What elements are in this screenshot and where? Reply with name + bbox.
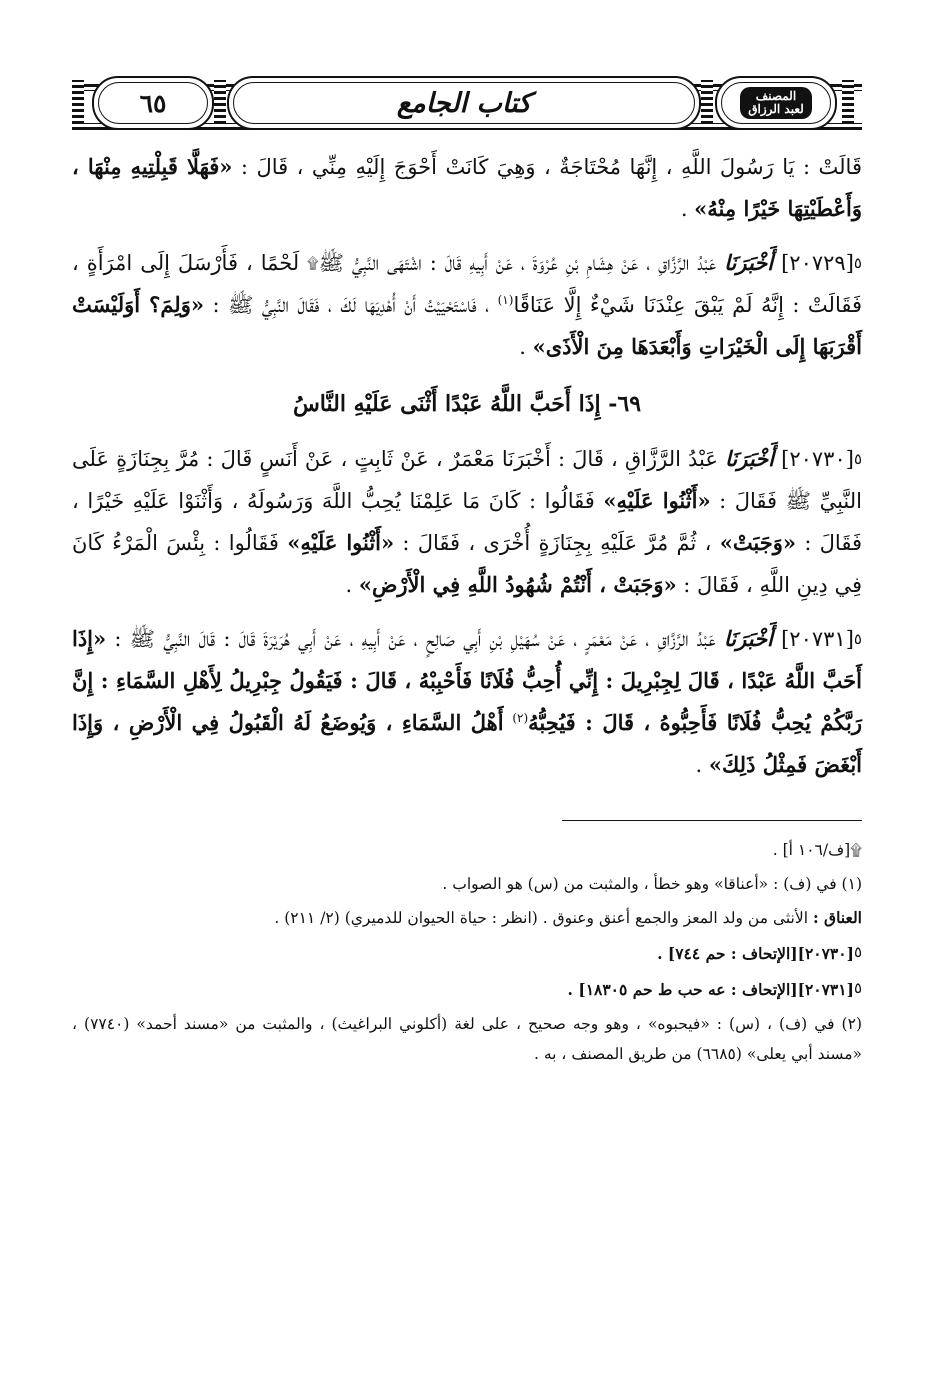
main-text (72, 146, 862, 786)
footnote-divider (562, 820, 862, 821)
hadith-20729 (72, 242, 862, 368)
header-ornament-mid-right (701, 80, 713, 124)
hadith-mark-icon: ٥ (853, 450, 862, 468)
text-run: عَبْدُ الرَّزَّاقِ ، عَنْ هِشَامِ بْنِ عُرْوَةَ ، عَنْ أَبِيهِ قَالَ : اشْتَهَى النَّبِيُّ ﷺ (318, 251, 717, 275)
text-run: . (695, 753, 709, 777)
hadith-mark-icon: ٥ (853, 979, 862, 997)
hadith-20731 (72, 618, 862, 786)
text-run: . (680, 197, 695, 221)
hadith-mark-icon: ٥ (853, 943, 862, 961)
hadith-mark-icon: ٥ (853, 630, 862, 648)
footnote-ref[interactable]: (٢) (512, 711, 529, 725)
chapter-heading: ٦٩- إِذَا أَحَبَّ اللَّهُ عَبْدًا أَثْنَى عَلَيْهِ النَّاسُ (292, 391, 642, 417)
prophetic-quote: «وَجَبَتْ» (719, 530, 797, 555)
footnote-text: [٢٠٧٣٠][الإتحاف : حم ٧٤٤] . (657, 944, 854, 963)
footnote-1: (١) في (ف) : «أعناقا» وهو خطأ ، والمثبت من (س) هو الصواب . (442, 875, 862, 893)
hadith-mark-icon: ٥ (853, 254, 862, 272)
footnote-ithaf-20730 (72, 937, 862, 969)
text-run: لَحْمًا ، فَأَرْسَلَ إِلَى امْرَأَةٍ ، فَقَالَتْ : إِنَّهُ لَمْ يَبْقَ عِنْدَنَا شَيْءٌ إِلَّا عَنَاقًا (72, 251, 862, 317)
logo-emblem (740, 87, 812, 119)
prophetic-quote: «وَجَبَتْ ، أَنْتُمْ شُهُودُ اللَّهِ فِي الْأَرْضِ» (358, 572, 677, 597)
logo-line-2: لعبد الرزاق (748, 102, 804, 116)
prophetic-quote: أَهْلُ السَّمَاءِ ، وَيُوضَعُ لَهُ الْقَبُولُ فِي الْأَرْضِ ، وَإِذَا أَبْغَضَ فَمِثْلُ ذَلِكَ» (72, 710, 862, 777)
header-ornament-left (72, 80, 84, 124)
footnote-ithaf-20731 (72, 973, 862, 1005)
page-header (72, 70, 862, 132)
narrator-word: أَخْبَرَنَا (725, 446, 775, 471)
text-run: . (519, 335, 533, 359)
text-run: عَبْدُ الرَّزَّاقِ ، عَنْ مَعْمَرٍ ، عَنْ سُهَيْلِ بْنِ أَبِي صَالِحٍ ، عَنْ أَبِيهِ ، عَنْ أَبِي هُرَيْرَةَ قَالَ : قَالَ النَّبِيُّ ﷺ : (114, 627, 716, 651)
footnote-text: [٢٠٧٣١][الإتحاف : عه حب ط حم ١٨٣٠٥] . (567, 980, 854, 999)
prophetic-quote: «أَثْنُوا عَلَيْهِ» (603, 488, 711, 513)
text-run: ، فَاسْتَحْيَيْتُ أَنْ أُهْدِيَهَا لَكَ ، فَقَالَ النَّبِيُّ ﷺ : (212, 293, 490, 317)
page-number: ٦٥ (139, 88, 167, 118)
prophetic-quote: «إِذَا أَحَبَّ اللَّهُ عَبْدًا ، قَالَ لِجِبْرِيلَ : إِنِّي أُحِبُّ فُلَانًا فَأَحْبِبْهُ ، قَالَ : فَيَقُولُ جِبْرِيلُ لِأَهْلِ السَّمَاءِ : إِنَّ رَبَّكُمْ يُحِبُّ فُلَانًا فَأَحِبُّوهُ ، قَالَ : فَيُحِبُّهُ (72, 626, 862, 735)
footnote-2: (٢) في (ف) ، (س) : «فيحبوه» ، وهو وجه صحيح ، على لغة (أكلوني البراغيث) ، والمثبت من «مسند أحمد» (٧٧٤٠) ، «مسند أبي يعلى» (٦٦٨٥) من طريق المصنف ، به . (72, 1015, 862, 1063)
header-ornament-right (842, 80, 854, 124)
footnotes (72, 835, 862, 1069)
manuscript-marker-icon: ۩ (307, 254, 319, 272)
hadith-number: [٢٠٧٣١] (781, 627, 854, 651)
footnote-text: الأنثى من ولد المعز والجمع أعنق وعنوق . (انظر : حياة الحيوان للدميري) (٢/ ٢١١) . (274, 909, 808, 927)
prophetic-quote: «وَلِمَ؟ أَوَلَيْسَتْ أَقْرَبَهَا إِلَى الْخَيْرَاتِ وَأَبْعَدَهَا مِنَ الْأَذَى» (72, 292, 862, 359)
text-run: فَقَالُوا : بِئْسَ الْمَرْءُ كَانَ فِي دِينِ اللَّهِ ، فَقَالَ : (72, 531, 862, 597)
narrator-word: أَخْبَرَنَا (723, 626, 773, 651)
hadith-number: [٢٠٧٢٩] (781, 251, 854, 275)
hadith-number: [٢٠٧٣٠] (781, 447, 854, 471)
text-run: عَبْدُ الرَّزَّاقِ ، قَالَ : أَخْبَرَنَا مَعْمَرٌ ، عَنْ ثَابِتٍ ، عَنْ أَنَسٍ قَالَ : مُرَّ بِجِنَازَةٍ عَلَى النَّبِيِّ ﷺ فَقَالَ : (72, 447, 862, 513)
text-run: ، ثُمَّ مُرَّ عَلَيْهِ بِجِنَازَةٍ أُخْرَى ، فَقَالَ : (402, 531, 712, 555)
header-ornament-mid-left (214, 80, 226, 124)
hadith-20730 (72, 438, 862, 606)
text-run: فَقَالُوا : كَانَ مَا عَلِمْنَا يُحِبُّ اللَّهَ وَرَسُولَهُ ، وَأَثْنَوْا عَلَيْهِ خَيْرًا ، فَقَالَ : (72, 489, 862, 555)
text-run: . (345, 573, 359, 597)
prophetic-quote: «أَثْنُوا عَلَيْهِ» (287, 530, 395, 555)
book-page (72, 70, 862, 1073)
footnote-definition (72, 903, 862, 933)
footnote-term: العناق : (812, 908, 862, 927)
narrator-word: أَخْبَرَنَا (724, 250, 774, 275)
logo-line-1: المصنف (755, 89, 797, 103)
publisher-logo (715, 76, 837, 130)
book-title: كتاب الجامع (396, 87, 532, 119)
prophetic-quote: «فَهَلَّا قَبِلْتِيهِ مِنْهَا ، وَأَعْطَيْتِهَا خَيْرًا مِنْهُ» (72, 154, 862, 221)
page-number-cartouche (92, 76, 214, 130)
text-run: قَالَتْ : يَا رَسُولَ اللَّهِ ، إِنَّهَا مُحْتَاجَةٌ ، وَهِيَ كَانَتْ أَحْوَجَ إِلَيْهِ مِنِّي ، قَالَ : (240, 155, 862, 179)
footnote-ref[interactable]: (١) (497, 293, 514, 307)
footnote-manuscript-ref: ۩[ف/١٠٦ أ] . (772, 841, 862, 859)
paragraph-continuation (72, 146, 862, 230)
book-title-cartouche (227, 76, 701, 130)
